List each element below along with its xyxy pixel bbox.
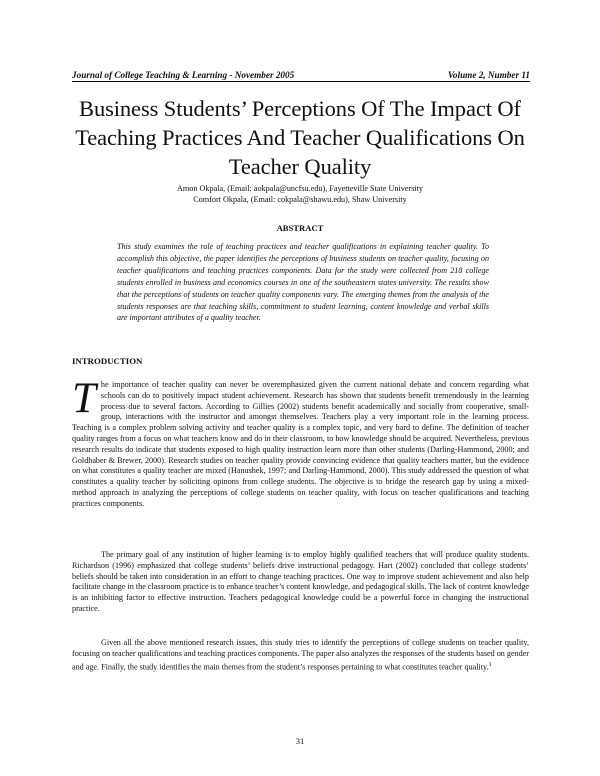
abstract-text: This study examines the role of teaching practices and teacher qualifications in explaining teacher quality. To accomplish this objective, the paper identifies the perceptions of business students on teacher quality, focusing on teacher qualifications and teaching practices components. Data for the study were collected from 218 college students enrolled in business and economics courses in one of the southeastern states university. The results show that the perceptions of students on teacher quality components vary. The emerging themes from the analysis of the students responses are that teaching skills, commitment to student learning, content knowledge and verbal skills are important attributes of a quality teacher.	[117, 242, 489, 323]
section-heading-introduction: INTRODUCTION	[72, 356, 143, 366]
running-header	[72, 70, 530, 82]
intro-paragraph-3	[72, 638, 529, 673]
author-line: Amon Okpala, (Email: aokpala@uncfsu.edu), Fayetteville State University	[176, 184, 424, 193]
footnote-marker[interactable]: 1	[488, 661, 492, 668]
intro-paragraph-2: The primary goal of any institution of higher learning is to employ highly qualified teachers that will produce quality students. Richardson (1996) emphasized that college students’ beliefs drive instructional pedagogy. Hart (2002) concluded that college students’ beliefs should be taken into consideration in an effort to change teaching practices. One way to improve student achievement and also help facilitate change in the classroom practice is to enhance teacher’s content knowledge, and pedagogical skills. The lack of content knowledge is an inhibiting factor to effective instruction. Teachers pedagogical knowledge could be a powerful force in changing the instructional practice.	[72, 550, 529, 613]
intro-paragraph-1	[72, 375, 529, 510]
paper-title: Business Students’ Perceptions Of The Impact Of Teaching Practices And Teacher Qualifications On Teacher Quality	[75, 96, 525, 179]
author-line: Comfort Okpala, (Email: cokpala@shawu.edu), Shaw University	[193, 195, 407, 204]
drop-cap: T	[72, 375, 96, 422]
paragraph-text: Given all the above mentioned research issues, this study tries to identify the perceptions of college students on teacher quality, focusing on teacher qualifications and teaching practices components. The paper also analyzes the responses of the students based on gender and age. Finally, the study identifies the main themes from the student’s responses pertaining to what constitutes teacher quality.	[72, 638, 529, 672]
volume-number: Volume 2, Number 11	[447, 70, 530, 80]
author-block	[60, 183, 540, 205]
journal-name: Journal of College Teaching & Learning - November 2005	[72, 70, 295, 80]
paragraph-text: he importance of teacher quality can never be overemphasized given the current national debate and concern regarding what schools can do to positively impact student achievement. Research has shown that students benefit tremendously in the learning process due to several factors. According to Gillies (2002) students benefit academically and socially from cooperative, small-group, interactions with the instructor and amongst themselves. Teachers play a very important role in the learning process. Teaching is a complex problem solving activity and teacher quality is a complex topic, and very hard to define. The definition of teacher quality ranges from a focus on what teachers know and do in their classroom, to how knowledge should be acquired. Nevertheless, previous research results do indicate that students exposed to high quality instruction learn more than other students (Darling-Hammond, 2000; and Goldhaber & Brewer, 2000). Research studies on teacher quality provide convincing evidence that quality teachers matter, but the evidence on what constitutes a quality teacher are mixed (Hanushek, 1997; and Darling-Hammond, 2000). This study addressed the question of what constitutes a quality teacher by soliciting opinons from college students. The objective is to bridge the research gap by using a mixed-method approach in analyzing the perceptions of college students on teacher quality, with focus on teacher qualifications and teaching practices components.	[72, 380, 529, 508]
abstract-heading: ABSTRACT	[276, 223, 324, 233]
page-number: 31	[295, 736, 305, 746]
